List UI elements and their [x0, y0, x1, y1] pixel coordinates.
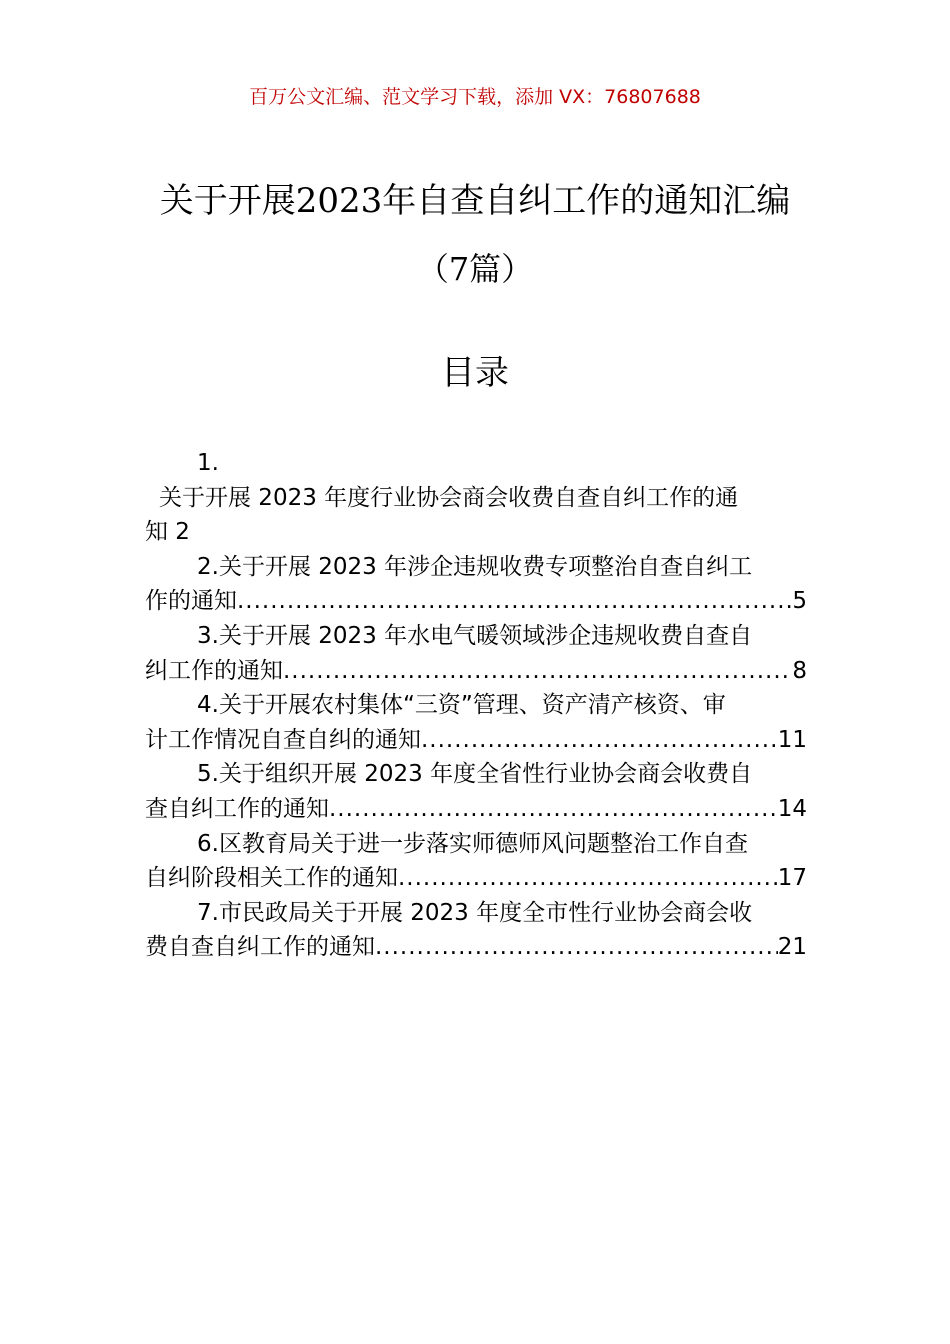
toc-entry-3-title-end: 纠工作的通知 — [145, 657, 283, 684]
toc-entry-4-dots — [421, 723, 778, 758]
toc-entry-7-title-end: 费自查自纠工作的通知 — [145, 934, 375, 961]
toc-entry-6-title-end: 自纠阶段相关工作的通知 — [145, 865, 398, 892]
toc-entry-5-page: 14 — [777, 795, 807, 822]
toc-entry-4-leader — [145, 723, 807, 758]
toc-entry-5-title-end: 查自纠工作的通知 — [145, 795, 329, 822]
toc-entry-3[interactable] — [145, 619, 807, 688]
toc-entry-2-title-end: 作的通知 — [145, 588, 237, 615]
toc-entry-5-leader — [145, 792, 807, 827]
toc-entry-6-title: 6.区教育局关于进一步落实师德师风问题整治工作自查 — [197, 830, 748, 857]
toc-entry-4-page: 11 — [777, 726, 807, 753]
toc-entry-7-leader — [145, 930, 807, 965]
toc-entry-2-dots — [237, 584, 792, 619]
toc-entry-2-title: 2.关于开展 2023 年涉企违规收费专项整治自查自纠工 — [197, 553, 753, 580]
toc-entry-6-dots — [398, 861, 778, 896]
toc-entry-1-text: 关于开展 2023 年度行业协会商会收费自查自纠工作的通 — [159, 484, 739, 511]
toc-entry-3-leader — [145, 654, 807, 689]
document-subtitle: （7篇） — [416, 250, 534, 288]
toc-entry-6-leader — [145, 861, 807, 896]
toc-entry-2-leader — [145, 584, 807, 619]
toc-entry-6-page: 17 — [777, 865, 807, 892]
toc-entry-1[interactable] — [145, 446, 807, 550]
toc-entry-5-title: 5.关于组织开展 2023 年度全省性行业协会商会收费自 — [197, 761, 753, 788]
toc-entry-4-title: 4.关于开展农村集体“三资”管理、资产清产核资、审 — [197, 692, 726, 719]
toc-entry-2-page: 5 — [792, 588, 807, 615]
header-watermark-note: 百万公文汇编、范文学习下载，添加 VX：76807688 — [249, 86, 701, 108]
toc-entry-7[interactable] — [145, 896, 807, 965]
document-title: 关于开展2023年自查自纠工作的通知汇编 — [159, 181, 791, 221]
toc-heading: 目录 — [441, 353, 509, 393]
toc-entry-4-title-end: 计工作情况自查自纠的通知 — [145, 726, 421, 753]
toc-entry-7-dots — [375, 930, 778, 965]
toc-entry-3-title: 3.关于开展 2023 年水电气暖领域涉企违规收费自查自 — [197, 622, 753, 649]
toc-entry-1-number: 1. — [197, 450, 219, 476]
toc-entry-5-dots — [329, 792, 778, 827]
toc-entry-1-text-end: 知 2 — [145, 519, 190, 546]
table-of-contents — [145, 446, 807, 965]
toc-entry-6[interactable] — [145, 827, 807, 896]
toc-entry-5[interactable] — [145, 757, 807, 826]
toc-entry-7-title: 7.市民政局关于开展 2023 年度全市性行业协会商会收 — [197, 899, 753, 926]
toc-entry-3-page: 8 — [792, 657, 807, 684]
toc-entry-2[interactable] — [145, 550, 807, 619]
toc-entry-7-page: 21 — [777, 934, 807, 961]
toc-entry-3-dots — [283, 654, 792, 689]
toc-entry-4[interactable] — [145, 688, 807, 757]
